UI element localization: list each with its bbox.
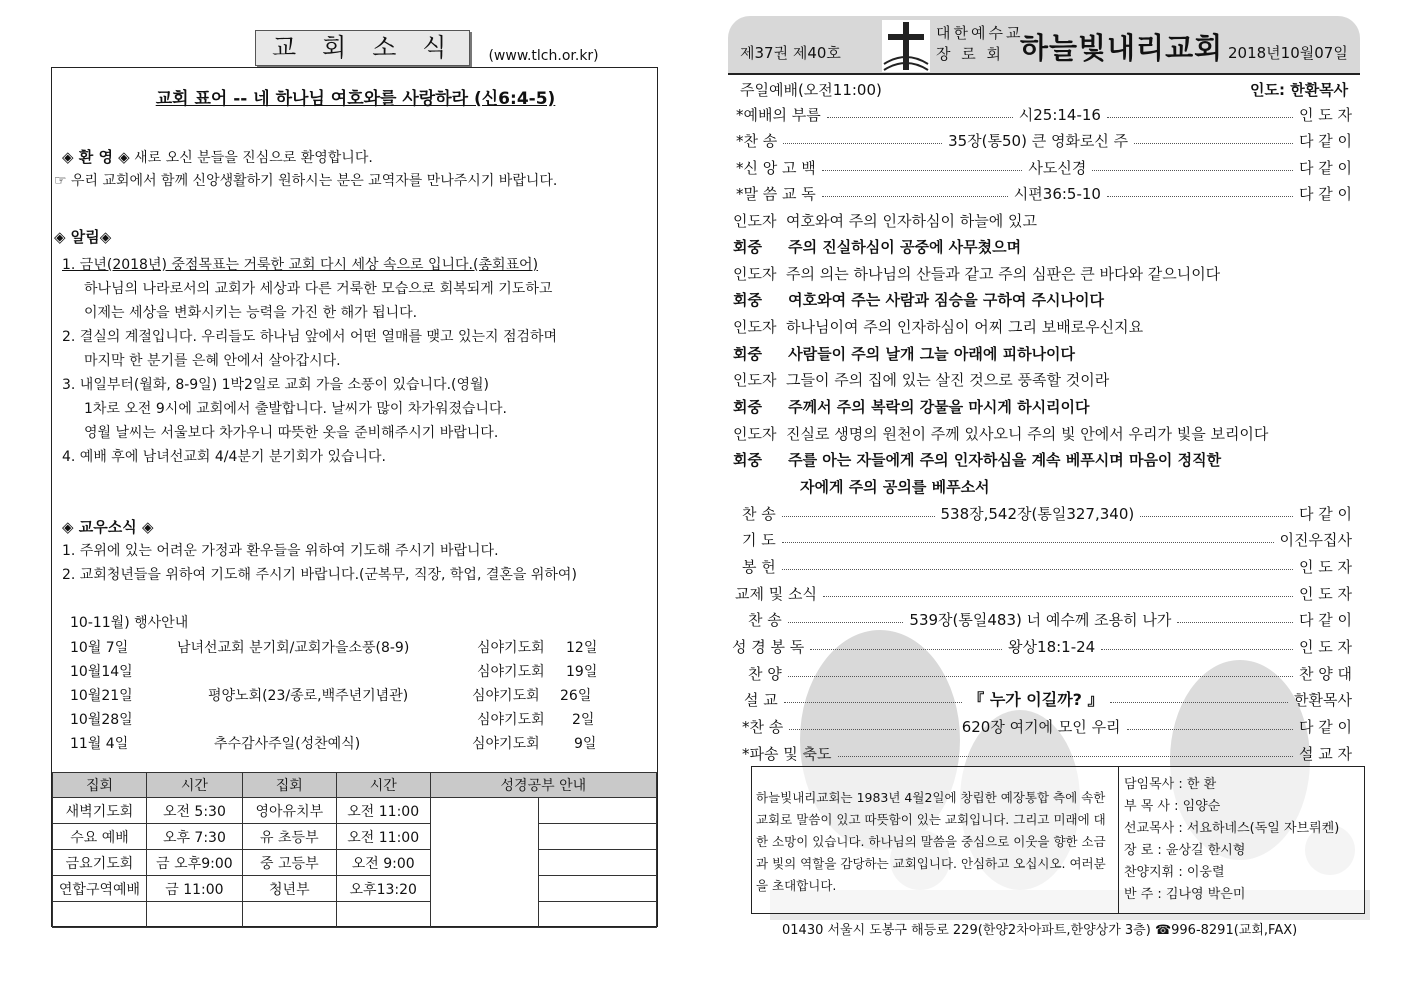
welcome-line (62, 148, 373, 167)
reading-text: 주께서 주의 복락의 강물을 마시게 하시리이다 (788, 398, 1090, 416)
event-num: 12일 (566, 640, 598, 656)
cross-logo-icon (882, 20, 930, 72)
table-cell: 연합구역예배 (53, 876, 147, 902)
event-num: 9일 (574, 736, 597, 752)
order-item-content: 시25:14-16 (1018, 106, 1101, 124)
order-item-leader: 다 같 이 (1299, 185, 1353, 203)
staff-line: 선교목사 : 서요하네스(독일 자브뤼켄) (1124, 821, 1340, 836)
table-cell: 중 고등부 (242, 850, 336, 876)
order-item-leader: 한환목사 (1294, 691, 1352, 709)
notice-line: 영월 날씨는 서울보다 차가우니 따뜻한 옷을 준비해주시기 바랍니다. (84, 425, 499, 441)
reading-role: 회중 (733, 398, 762, 416)
denomination (936, 23, 1023, 65)
responsive-line (733, 370, 1109, 390)
bible-study-cell (430, 798, 539, 928)
order-item-name: 찬 양 (748, 665, 782, 683)
order-item-name: *찬 송 (736, 132, 778, 150)
notice-line: 마지막 한 분기를 은혜 안에서 살아갑시다. (84, 353, 341, 369)
event-title: 평양노회(23/종로,백주년기념관) (208, 688, 409, 704)
order-item-name: 찬 송 (748, 611, 782, 629)
worship-order-item (732, 637, 1352, 657)
table-cell: 금요기도회 (53, 850, 147, 876)
reading-text: 주의 진실하심이 공중에 사무쳤으며 (788, 238, 1022, 256)
table-row (53, 798, 657, 824)
responsive-line (733, 264, 1220, 284)
reading-role: 인도자 (733, 371, 777, 389)
church-info-box (751, 766, 1365, 914)
order-item-content: 사도신경 (1028, 159, 1087, 177)
notice-line: 1차로 오전 9시에 교회에서 출발합니다. 날씨가 많이 차가워졌습니다. (84, 401, 508, 417)
table-cell (242, 902, 336, 928)
order-item-leader: 다 같 이 (1298, 718, 1352, 736)
order-item-leader: 찬 양 대 (1298, 665, 1352, 683)
service-leader: 인도: 한환목사 (1250, 81, 1349, 99)
reading-text: 사람들이 주의 날개 그늘 아래에 피하나이다 (788, 345, 1076, 363)
service-time: 주일예배(오전11:00) (740, 81, 882, 99)
notice-line: 4. 예배 후에 남녀선교회 4/4분기 분기회가 있습니다. (62, 449, 386, 465)
bulletin-date: 2018년10월07일 (1228, 44, 1348, 62)
members-line: 2. 교회청년들을 위하여 기도해 주시기 바랍니다.(군복무, 직장, 학업, 결혼을 위하여) (62, 567, 577, 583)
event-title: 남녀선교회 분기회/교회가을소풍(8-9) (177, 640, 410, 656)
order-item-name: 찬 송 (742, 505, 776, 523)
event-date: 10월21일 (70, 688, 133, 704)
order-item-content: 왕상18:1-24 (1008, 638, 1096, 656)
reading-text: 하나님이여 주의 인자하심이 어찌 그리 보배로우신지요 (786, 318, 1144, 336)
bulletin-header (728, 16, 1360, 75)
table-cell: 오전 11:00 (336, 824, 430, 850)
order-item-name: *말 씀 교 독 (736, 185, 816, 203)
col-header: 집회 (53, 773, 147, 798)
order-item-leader: 다 같 이 (1298, 505, 1352, 523)
worship-order-item (736, 158, 1352, 178)
bible-study-cell (539, 902, 657, 928)
worship-order-item (736, 184, 1352, 204)
welcome-heading: ◈ 환 영 ◈ (62, 148, 130, 166)
responsive-line (733, 237, 1021, 257)
order-item-content: 539장(통일483) 너 예수께 조용히 나가 (909, 611, 1172, 629)
reading-role: 인도자 (733, 212, 777, 230)
order-item-content: 538장,542장(통일327,340) (940, 505, 1135, 523)
order-item-leader: 다 같 이 (1298, 159, 1352, 177)
notice-line: 이제는 세상을 변화시키는 능력을 가진 한 해가 됩니다. (84, 305, 418, 321)
reading-role: 회중 (733, 451, 762, 469)
event-num: 2일 (572, 712, 595, 728)
divider (1118, 767, 1119, 913)
reading-role: 회중 (733, 238, 762, 256)
bible-study-cell (539, 798, 657, 824)
staff-line: 찬양지휘 : 이웅렬 (1124, 865, 1225, 880)
staff-line: 담임목사 : 한 환 (1124, 777, 1217, 792)
table-row (53, 824, 657, 850)
page-title: 교 회 소 식 (255, 30, 470, 66)
news-box (51, 67, 658, 927)
table-cell: 새벽기도회 (53, 798, 147, 824)
reading-text: 진실로 생명의 원천이 주께 있사오니 주의 빛 안에서 우리가 빛을 보리이다 (786, 425, 1269, 443)
worship-order-item (736, 131, 1352, 151)
worship-order-item (748, 610, 1352, 630)
staff-line: 부 목 사 : 임양순 (1124, 799, 1221, 814)
order-item-name: 성 경 봉 독 (732, 638, 805, 656)
order-item-leader: 인 도 자 (1299, 106, 1353, 124)
event-num: 19일 (566, 664, 598, 680)
responsive-line (733, 424, 1268, 444)
sermon-title: 『 누가 이길까? 』 (968, 690, 1104, 709)
reading-text: 그들이 주의 집에 있는 살진 것으로 풍족할 것이라 (786, 371, 1110, 389)
order-item-leader: 다 같 이 (1298, 611, 1352, 629)
table-cell: 금 11:00 (146, 876, 242, 902)
members-heading: ◈ 교우소식 ◈ (62, 518, 154, 536)
church-name: 하늘빛내리교회 (1020, 31, 1224, 65)
order-item-name: 설 교 (744, 691, 778, 709)
worship-order-item (735, 584, 1352, 604)
responsive-line (733, 290, 1104, 310)
table-cell: 유 초등부 (242, 824, 336, 850)
event-date: 10월 7일 (70, 640, 129, 656)
order-item-name: 기 도 (742, 531, 776, 549)
col-header: 집회 (242, 773, 336, 798)
col-header: 시간 (146, 773, 242, 798)
event-title: 추수감사주일(성찬예식) (214, 736, 361, 752)
event-duty: 심야기도회 (472, 688, 540, 704)
table-row (53, 850, 657, 876)
table-cell: 오후13:20 (336, 876, 430, 902)
order-item-leader: 인 도 자 (1298, 585, 1352, 603)
worship-order-item (736, 105, 1352, 125)
table-cell: 오후 7:30 (146, 824, 242, 850)
church-url[interactable]: (www.tlch.or.kr) (488, 48, 599, 64)
event-duty: 심야기도회 (477, 712, 545, 728)
table-cell (53, 902, 147, 928)
order-item-leader: 인 도 자 (1298, 558, 1352, 576)
responsive-line (733, 344, 1075, 364)
order-item-name: 교제 및 소식 (735, 585, 817, 603)
worship-order-item (742, 717, 1352, 737)
left-header (255, 30, 599, 66)
table-cell (336, 902, 430, 928)
bible-study-cell (539, 850, 657, 876)
reading-role: 인도자 (733, 265, 777, 283)
worship-order-item (742, 504, 1352, 524)
notice-line: 하나님의 나라로서의 교회가 세상과 다른 거룩한 모습으로 회복되게 기도하고 (84, 281, 553, 297)
events-heading: 10-11월) 행사안내 (70, 615, 189, 631)
table-row (53, 902, 657, 928)
order-item-leader: 다 같 이 (1298, 132, 1352, 150)
table-cell: 수요 예배 (53, 824, 147, 850)
order-item-leader: 설 교 자 (1298, 745, 1352, 763)
event-date: 11월 4일 (70, 736, 129, 752)
welcome-line-2: ☞ 우리 교회에서 함께 신앙생활하기 원하시는 분은 교역자를 만나주시기 바랍니다. (54, 173, 558, 189)
responsive-line (733, 211, 1037, 231)
worship-order-item (744, 690, 1352, 710)
event-duty: 심야기도회 (477, 664, 545, 680)
notice-line: 2. 결실의 계절입니다. 우리들도 하나님 앞에서 어떤 열매를 맺고 있는지 점검하며 (62, 329, 558, 345)
table-cell: 오전 5:30 (146, 798, 242, 824)
bible-study-cell (539, 824, 657, 850)
order-item-leader: 이진우집사 (1279, 531, 1352, 549)
order-item-leader: 인 도 자 (1299, 638, 1353, 656)
table-cell (146, 902, 242, 928)
denomination-line-2: 장 로 회 (936, 45, 1005, 63)
worship-order-item (748, 664, 1352, 684)
staff-line: 장 로 : 윤상길 한시형 (1124, 843, 1246, 858)
reading-text: 자에게 주의 공의를 베푸소서 (800, 478, 990, 496)
church-address: 01430 서울시 도봉구 해등로 229(한양2차아파트,한양상가 3층) ☎996-8291(교회,FAX) (782, 923, 1298, 938)
reading-role: 인도자 (733, 425, 777, 443)
worship-order-item (742, 744, 1352, 764)
reading-text: 여호와여 주의 인자하심이 하늘에 있고 (786, 212, 1037, 230)
event-date: 10월14일 (70, 664, 133, 680)
schedule-table (52, 772, 657, 928)
table-row (53, 876, 657, 902)
table-cell: 청년부 (242, 876, 336, 902)
notice-line: 3. 내일부터(월화, 8-9일) 1박2일로 교회 가을 소풍이 있습니다.(영월) (62, 377, 489, 393)
table-cell: 오전 11:00 (336, 798, 430, 824)
table-cell: 오전 9:00 (336, 850, 430, 876)
order-item-content: 620장 여기에 모인 우리 (961, 718, 1121, 736)
col-header: 시간 (336, 773, 430, 798)
notice-line: 1. 금년(2018년) 중점목표는 거룩한 교회 다시 세상 속으로 입니다.(총회표어) (62, 257, 539, 273)
order-item-content: 시편36:5-10 (1013, 185, 1101, 203)
event-duty: 심야기도회 (477, 640, 545, 656)
members-line: 1. 주위에 있는 어려운 가정과 환우들을 위하여 기도해 주시기 바랍니다. (62, 543, 499, 559)
church-intro: 하늘빛내리교회는 1983년 4월2일에 창립한 예장통합 측에 속한 교회로 말씀이 있고 따뜻함이 있는 교회입니다. 그리고 미래에 대한 소망이 있습니다. 하나님의 말씀을 중심으로 이웃을 향한 소금과 빛의 역할을 감당하는 교회입니다. 안심하고 오십시오. 여러분을 초대합니다. (756, 790, 1106, 893)
church-motto: 교회 표어 -- 네 하나님 여호와를 사랑하라 (신6:4-5) (155, 89, 556, 109)
order-item-name: *파송 및 축도 (742, 745, 832, 763)
order-item-name: 봉 헌 (742, 558, 776, 576)
welcome-text: 새로 오신 분들을 진심으로 환영합니다. (129, 150, 373, 166)
reading-text: 주의 의는 하나님의 산들과 같고 주의 심판은 큰 바다와 같으니이다 (786, 265, 1221, 283)
event-num: 26일 (560, 688, 592, 704)
reading-role: 인도자 (733, 318, 777, 336)
responsive-line (733, 317, 1143, 337)
staff-line: 반 주 : 김나영 박은미 (1124, 887, 1246, 902)
table-cell: 영아유치부 (242, 798, 336, 824)
volume-number: 제37권 제40호 (740, 44, 841, 62)
responsive-line (733, 397, 1090, 417)
order-item-name: *찬 송 (742, 718, 784, 736)
reading-text: 여호와여 주는 사람과 짐승을 구하여 주시나이다 (788, 291, 1105, 309)
schedule-header-row (53, 773, 657, 798)
worship-order-item (742, 530, 1352, 550)
col-header: 성경공부 안내 (430, 773, 656, 798)
reading-text: 주를 아는 자들에게 주의 인자하심을 계속 베푸시며 마음이 정직한 (788, 451, 1222, 469)
responsive-line (800, 477, 990, 497)
order-item-name: *신 앙 고 백 (736, 159, 816, 177)
table-cell: 금 오후9:00 (146, 850, 242, 876)
bible-study-cell (539, 876, 657, 902)
responsive-line (733, 450, 1221, 470)
worship-order-item (742, 557, 1352, 577)
denomination-line-1: 대한예수교 (936, 24, 1024, 42)
order-item-name: *예배의 부름 (736, 106, 821, 124)
event-date: 10월28일 (70, 712, 133, 728)
notice-heading: ◈ 알림◈ (54, 228, 112, 246)
reading-role: 회중 (733, 291, 762, 309)
order-item-content: 35장(통50) 큰 영화로신 주 (948, 132, 1129, 150)
event-duty: 심야기도회 (472, 736, 540, 752)
reading-role: 회중 (733, 345, 762, 363)
